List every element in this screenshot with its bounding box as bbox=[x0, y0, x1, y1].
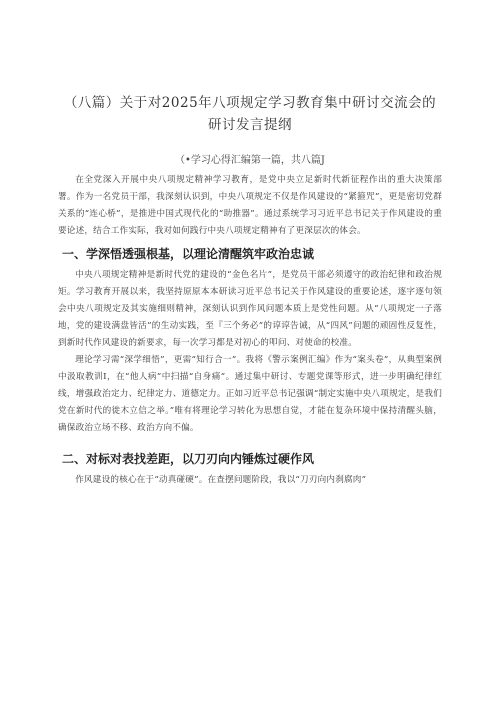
section-heading-1: 一、学深悟透强根基，以理论清醒筑牢政治忠诚 bbox=[62, 247, 315, 261]
document-title: （八篇）关于对2025年八项规定学习教育集中研讨交流会的研讨发言提纲 bbox=[63, 95, 437, 133]
document-subtitle: （•学习心得汇编第一篇，共八篇J bbox=[175, 155, 325, 166]
document-body bbox=[58, 172, 442, 489]
section-2-paragraph-1: 作风建设的核心在于“动真碰硬”。在查摆问题阶段，我以“刀刃向内刹腐肉” bbox=[75, 475, 367, 485]
section-heading-2: 二、对标对表找差距，以刀刃向内锤炼过硬作风 bbox=[62, 452, 315, 466]
section-1-paragraph-1: 中央八项规定精神是新时代党的建设的“金色名片”，是党员干部必须遵守的政治纪律和政治规矩。学习教育开展以来，我坚持原原本本研读习近平总书记关于作风建设的重要论述，逐字逐句领会中央八项规定及其实施细则精神，深刻认识到作风问题本质上是党性问题。从“八项规定一子落地，党的建设满盘皆活”的生动实践，至『三个务必”的谆谆告诫，从“四风”问题的顽固性反复性，到新时代作风建设的新要求，每一次学习都是对初心的叩问、对使命的校准。 bbox=[58, 270, 442, 348]
section-1-paragraph-2: 理论学习需“深学细悟”，更需“知行合一”。我将《警示案例汇编》作为“案头卷”，从典型案例中汲取教训I，在“他人病”中扫描“自身痛”。通过集中研讨、专题党课等形式，进一步明确纪律红线，增强政治定力、纪律定力、道德定力。正如习近平总书记强调“制定实施中央八项规定，是我们党在新时代的徙木立信之举。”唯有将理论学习转化为思想自觉，才能在复杂环境中保持清醒头脑，确保政治立场不移、政治方向不偏。 bbox=[58, 355, 442, 433]
intro-paragraph: 在全党深入开展中央八项规定精神学习教育，是党中央立足新时代新征程作出的重大决策部署。作为一名党员干部，我深刻认识到，中央八项规定不仅是作风建设的“紧箍咒”，更是密切党群关系的“连心桥”，是推进中国式现代化的“助推器”。通过系统学习习近平总书记关于作风建设的重要论述，结合工作实际，我对如何践行中央八项规定精神有了更深层次的体会。 bbox=[58, 175, 442, 236]
